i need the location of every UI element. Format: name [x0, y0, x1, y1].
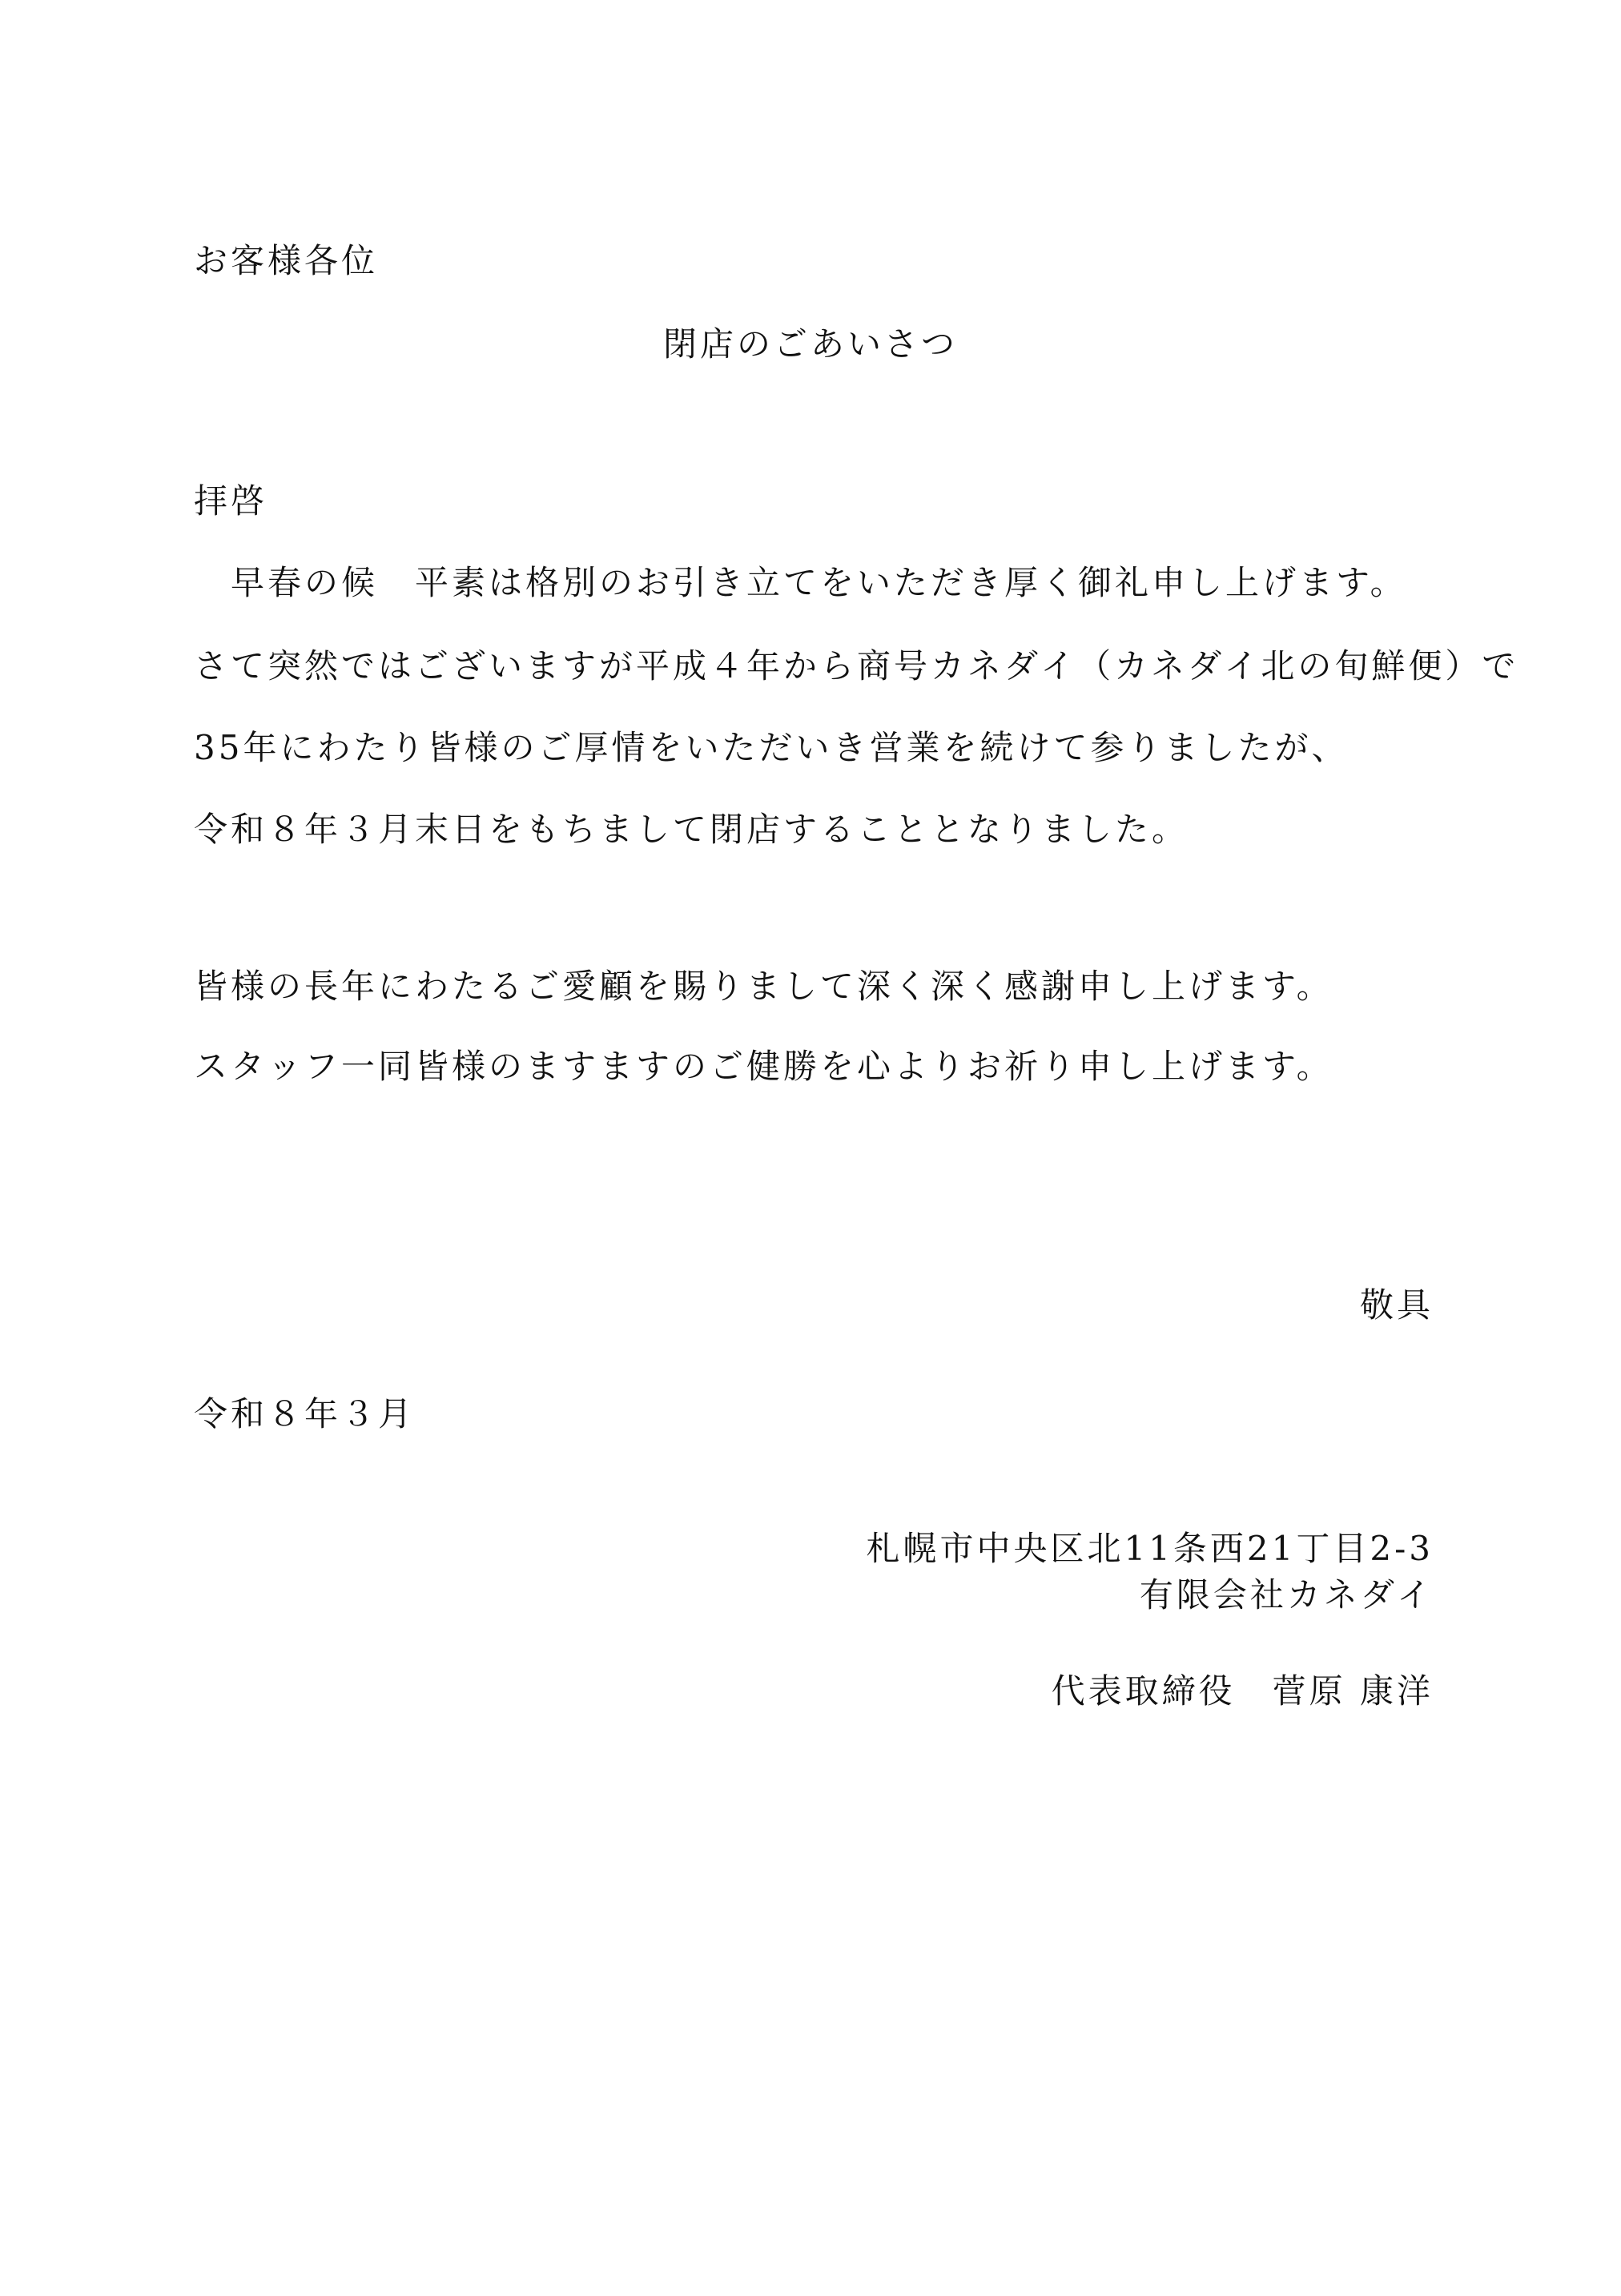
sender-company: 有限会社カネダイ: [1139, 1575, 1434, 1614]
opening-salutation: 拝啓: [194, 481, 268, 521]
page-title: 閉店のごあいさつ: [662, 324, 958, 364]
recipient: お客様各位: [194, 241, 379, 280]
body-line-1: 早春の候 平素は格別のお引き立てをいただき厚く御礼申し上げます。: [194, 563, 1407, 602]
body-line-2: さて突然ではございますが平成４年から商号カネダイ（カネダイ北の旬鮮便）で: [194, 646, 1519, 686]
closing-salutation: 敬具: [1359, 1285, 1434, 1325]
body-line-4: 令和８年３月末日をもちまして閉店することとなりました。: [194, 810, 1189, 849]
body-line-3: 35年にわたり皆様のご厚情をいただいき営業を続けて参りましたが、: [194, 728, 1349, 767]
thanks-line-2: スタッフ一同皆様のますますのご健勝を心よりお祈り申し上げます。: [194, 1047, 1333, 1086]
letter-date: 令和８年３月: [194, 1394, 416, 1433]
thanks-line-1: 皆様の長年にわたるご愛顧を賜りまして深く深く感謝申し上げます。: [194, 967, 1333, 1006]
sender-representative: 代表取締役 菅原 康洋: [1051, 1671, 1434, 1711]
sender-address: 札幌市中央区北11条西21丁目2-3: [866, 1529, 1434, 1568]
